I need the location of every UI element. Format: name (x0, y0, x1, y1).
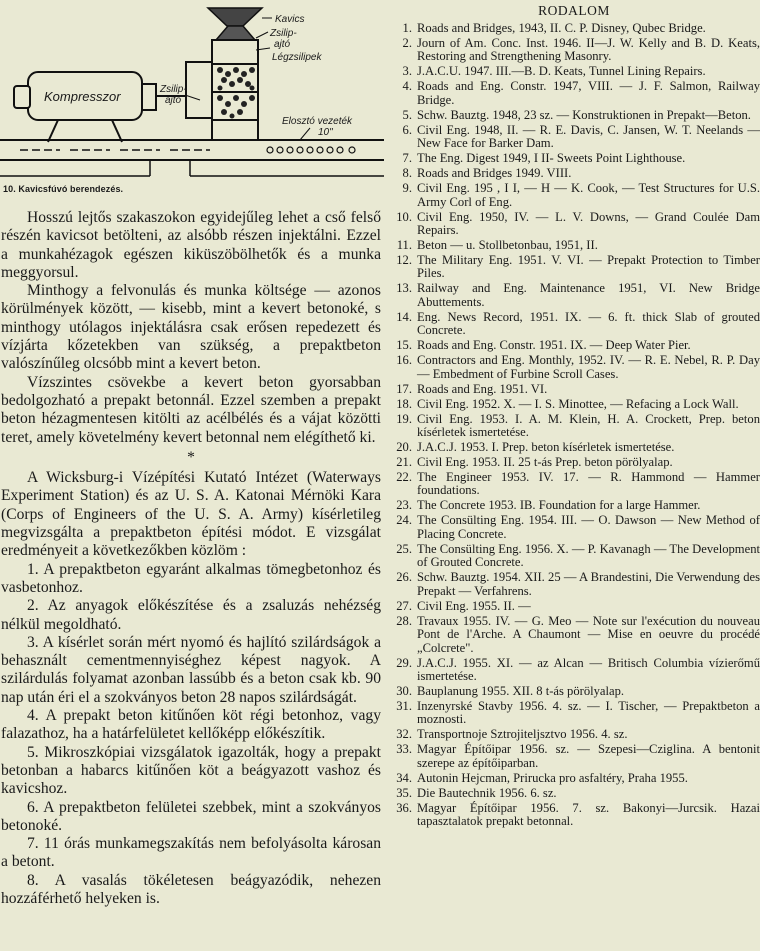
reference-number: 19. (396, 411, 412, 426)
figure-caption: 10. Kavicsfúvó berendezés. (3, 184, 124, 194)
reference-text: Civil Eng. 1950, IV. — L. V. Downs, — Grand Coulée Dam Repairs. (417, 209, 760, 238)
reference-item (388, 700, 760, 727)
reference-item (388, 398, 760, 411)
reference-item (388, 239, 760, 252)
reference-text: Travaux 1955. IV. — G. Meo — Note sur l'exécution du nouveau Pont de l'Arche. A Chaumont — Mise en oeuvre du procédé „Colcrete". (417, 613, 760, 655)
reference-text: Roads and Eng. Constr. 1951. IX. — Deep Water Pier. (417, 338, 691, 353)
reference-item (388, 80, 760, 107)
reference-text: Civil Eng. 1953. I. A. M. Klein, H. A. Crockett, Prep. beton kísérletek ismertetése. (417, 411, 760, 440)
reference-item (388, 65, 760, 78)
reference-item (388, 514, 760, 541)
reference-item (388, 787, 760, 800)
reference-text: J.A.C.U. 1947. III.—B. D. Keats, Tunnel Lining Repairs. (417, 64, 706, 79)
hopper-neck (216, 26, 255, 40)
reference-item (388, 685, 760, 698)
reference-text: Transportnoje Sztrojiteljsztvo 1956. 4. sz. (417, 727, 628, 742)
reference-item (388, 211, 760, 238)
finding-item: 7. 11 órás munkamegszakítás nem befolyásolta károsan a betont. (1, 835, 381, 871)
reference-text: The Eng. Digest 1949, I II- Sweets Point Lighthouse. (417, 151, 686, 166)
airlock-column (212, 40, 258, 120)
reference-item (388, 456, 760, 469)
reference-number: 23. (396, 498, 412, 513)
finding-item: 1. A prepaktbeton egyaránt alkalmas tömegbetonhoz és vasbetonhoz. (1, 560, 381, 596)
reference-item (388, 354, 760, 381)
reference-text: Magyar Építőipar 1956. 7. sz. Bakonyi—Jurcsik. Hazai tapasztalatok prepakt betonnal. (417, 800, 760, 829)
label-zsilip-top-1: Zsilip- (270, 28, 297, 39)
reference-text: Civil Eng. 1953. II. 25 t-ás Prep. beton pörölyalap. (417, 455, 673, 470)
reference-text: The Engineer 1953. IV. 17. — R. Hammond — Hammer foundations. (417, 470, 760, 498)
reference-item (388, 413, 760, 440)
reference-text: Magyar Építőipar 1956. sz. — Szepesi—Cziglina. A bentonit szerepe az építőiparban. (417, 742, 760, 770)
reference-text: Schw. Bauztg. 1948, 23 sz. — Konstruktionen in Prepakt—Beton. (417, 107, 751, 122)
reference-text: J.A.C.J. 1953. I. Prep. beton kísérletek ismertetése. (417, 440, 675, 455)
reference-item (388, 772, 760, 785)
label-legzsilipek: Légzsilipek (272, 52, 322, 63)
reference-number: 27. (396, 598, 412, 613)
reference-number: 17. (396, 381, 412, 396)
reference-item (388, 499, 760, 512)
reference-text: Civil Eng. 1955. II. — (417, 598, 531, 613)
reference-text: Eng. News Record, 1951. IX. — 6. ft. thick Slab of grouted Concrete. (417, 309, 760, 338)
reference-number: 8. (402, 166, 412, 181)
reference-number: 33. (396, 742, 412, 757)
label-zsilip-left-1: Zsilip- (160, 84, 187, 95)
reference-text: Schw. Bauztg. 1954. XII. 25 — A Brandestini, Die Verwendung des Prepakt — Verfahrens. (417, 570, 760, 598)
reference-number: 4. (402, 79, 412, 94)
reference-number: 32. (396, 727, 412, 742)
reference-text: Journ of Am. Conc. Inst. 1946. II—J. W. Kelly and B. D. Keats, Restoring and Strengthening Masonry. (417, 36, 760, 64)
reference-item (388, 728, 760, 741)
reference-number: 6. (402, 122, 412, 137)
reference-item (388, 124, 760, 151)
reference-item (388, 383, 760, 396)
hopper-top (208, 8, 262, 26)
label-zsilip-top-2: ajtó (274, 39, 291, 50)
reference-text: Contractors and Eng. Monthly, 1952. IV. — R. E. Nebel, R. P. Day — Embedment of Furbine Scroll Cases. (417, 353, 760, 381)
reference-text: The Military Eng. 1951. V. VI. — Prepakt Protection to Timber Piles. (417, 253, 760, 281)
paragraph: Minthogy a felvonulás és munka költsége — azonos körülmények között, — kisebb, mint a kevert betonoké, s minthogy utólagos injektálásra csak erősen repedezett és vízjárta kőzetekben van szükség, a prepaktbeton valószínűleg olcsóbb mint a kevert beton. (1, 282, 381, 373)
label-zsilip-left-2: ajtó (165, 95, 182, 106)
reference-item (388, 441, 760, 454)
reference-item (388, 657, 760, 684)
reference-number: 20. (396, 440, 412, 455)
reference-text: Roads and Eng. Constr. 1947, VIII. — J. F. Salmon, Railway Bridge. (417, 79, 760, 107)
paragraph: Vízszintes csövekbe a kevert beton gyorsabban bedolgozható a prepakt betonnál. Ezzel szemben a prepakt beton hézagmentesen kitölti az acélbélés és a vájat közötti teret, amely követelmény kevert betonnal nem elégíthető ki. (1, 373, 381, 446)
reference-item (388, 109, 760, 122)
reference-item (388, 282, 760, 309)
reference-text: Die Bautechnik 1956. 6. sz. (417, 785, 557, 800)
paragraph: Hosszú lejtős szakaszokon egyidejűleg lehet a cső felső részén kavicsot betölteni, az alsóbb részen injektálni. Ezzel a munkahézagok egészen kiküszöbölhetők és a munka meggyorsul. (1, 209, 381, 281)
finding-item: 4. A prepakt beton kitűnően köt régi betonhoz, vagy falazathoz, ha a határfelületet kellőképp előkészítik. (1, 707, 381, 743)
reference-text: Bauplanung 1955. XII. 8 t-ás pörölyalap. (417, 683, 625, 698)
reference-text: Civil Eng. 1948, II. — R. E. Davis, C. Jansen, W. T. Neelands — New Face for Barker Dam. (417, 122, 760, 151)
reference-item (388, 167, 760, 180)
reference-text: Roads and Bridges 1949. VIII. (417, 166, 572, 181)
reference-number: 26. (396, 570, 412, 585)
reference-item (388, 182, 760, 209)
reference-number: 22. (396, 470, 412, 485)
reference-text: J.A.C.J. 1955. XI. — az Alcan — Britisch Columbia vízierőmű ismertetése. (417, 655, 760, 683)
reference-item (388, 571, 760, 598)
reference-number: 3. (402, 64, 412, 79)
reference-text: Autonin Hejcman, Prirucka pro asfaltéry, Praha 1955. (417, 770, 688, 785)
reference-number: 11. (396, 238, 412, 253)
references-list (388, 22, 760, 830)
reference-number: 18. (396, 396, 412, 411)
reference-text: Beton — u. Stollbetonbau, 1951, II. (417, 238, 598, 253)
reference-number: 2. (402, 36, 412, 50)
reference-item (388, 615, 760, 655)
body-text (1, 209, 381, 908)
reference-number: 1. (402, 21, 412, 35)
reference-item (388, 339, 760, 352)
label-kavics: Kavics (275, 14, 305, 25)
reference-text: Civil Eng. 1952. X. — I. S. Minottee, — Refacing a Lock Wall. (417, 396, 739, 411)
gravel-blower-diagram (0, 0, 384, 185)
reference-text: Roads and Eng. 1951. VI. (417, 381, 548, 396)
reference-number: 5. (402, 107, 412, 122)
reference-number: 12. (396, 253, 412, 268)
reference-item (388, 37, 760, 64)
reference-text: Railway and Eng. Maintenance 1951, VI. New Bridge Abuttements. (417, 281, 760, 309)
reference-number: 35. (396, 785, 412, 800)
gravel-blower-figure (0, 0, 384, 200)
reference-item (388, 471, 760, 498)
label-kompresszor: Kompresszor (44, 89, 121, 104)
reference-number: 16. (396, 353, 412, 368)
label-eloszto-1: Elosztó vezeték (282, 116, 353, 127)
finding-item: 6. A prepaktbeton felületei szebbek, mint a szokványos betonoké. (1, 798, 381, 834)
reference-item (388, 311, 760, 338)
reference-number: 36. (396, 800, 412, 815)
reference-item (388, 600, 760, 613)
finding-item: 5. Mikroszkópiai vizsgálatok igazolták, hogy a prepakt betonban a habarcs kitűnően köt a beágyazott vashoz és kavicshoz. (1, 743, 381, 798)
reference-item (388, 152, 760, 165)
reference-number: 15. (396, 338, 412, 353)
reference-text: Inzenyrské Stavby 1956. 4. sz. — I. Tischer, — Prepaktbeton a moznosti. (417, 698, 760, 727)
reference-item (388, 254, 760, 281)
reference-number: 14. (396, 309, 412, 324)
paragraph: A Wicksburg-i Vízépítési Kutató Intézet (Waterways Experiment Station) és az U. S. A. Katonai Mérnöki Kara (Corps of Engineers of the U. S. A. Army) kísérletileg megvizsgálta a prepaktbeton építési módot. E vizsgálat eredményeit a következőkben közlöm : (1, 469, 381, 560)
reference-item (388, 543, 760, 570)
finding-item: 8. A vasalás tökéletesen beágyazódik, nehezen hozzáférhető helyeken is. (1, 871, 381, 907)
reference-number: 24. (396, 513, 412, 528)
reference-text: The Consülting Eng. 1954. III. — O. Dawson — New Method of Placing Concrete. (417, 513, 760, 541)
reference-number: 25. (396, 541, 412, 556)
label-eloszto-2: 10" (318, 127, 333, 138)
pipe-contents (267, 147, 355, 153)
finding-item: 3. A kísérlet során mért nyomó és hajlító szilárdságok a behasznált cementmennyiséghez képest nagyok. A szilárdulás folyamat azonban lassúbb és a beton csak kb. 90 nap után éri el a szokványos beton 28 napos szilárdságát. (1, 633, 381, 706)
reference-number: 30. (396, 683, 412, 698)
reference-text: The Consülting Eng. 1956. X. — P. Kavanagh — The Development of Grouted Concrete. (417, 541, 760, 570)
reference-item (388, 22, 760, 35)
reference-number: 31. (396, 698, 412, 713)
reference-text: The Concrete 1953. IB. Foundation for a large Hammer. (417, 498, 701, 513)
reference-number: 29. (396, 655, 412, 670)
references-title: RODALOM (538, 3, 610, 18)
reference-item (388, 802, 760, 829)
reference-number: 34. (396, 770, 412, 785)
reference-number: 28. (396, 613, 412, 628)
reference-number: 9. (402, 181, 412, 196)
reference-text: Roads and Bridges, 1943, II. C. P. Disney, Qubec Bridge. (417, 21, 706, 35)
reference-number: 13. (396, 281, 412, 296)
reference-number: 10. (396, 209, 412, 224)
reference-text: Civil Eng. 195 , I I, — H — K. Cook, — Test Structures for U.S. Army Corl of Eng. (417, 181, 760, 209)
reference-number: 7. (402, 151, 412, 166)
section-separator: * (187, 448, 195, 466)
reference-number: 21. (396, 455, 412, 470)
finding-item: 2. Az anyagok előkészítése és a zsaluzás nehézség nélkül megoldható. (1, 597, 381, 633)
reference-item (388, 743, 760, 770)
